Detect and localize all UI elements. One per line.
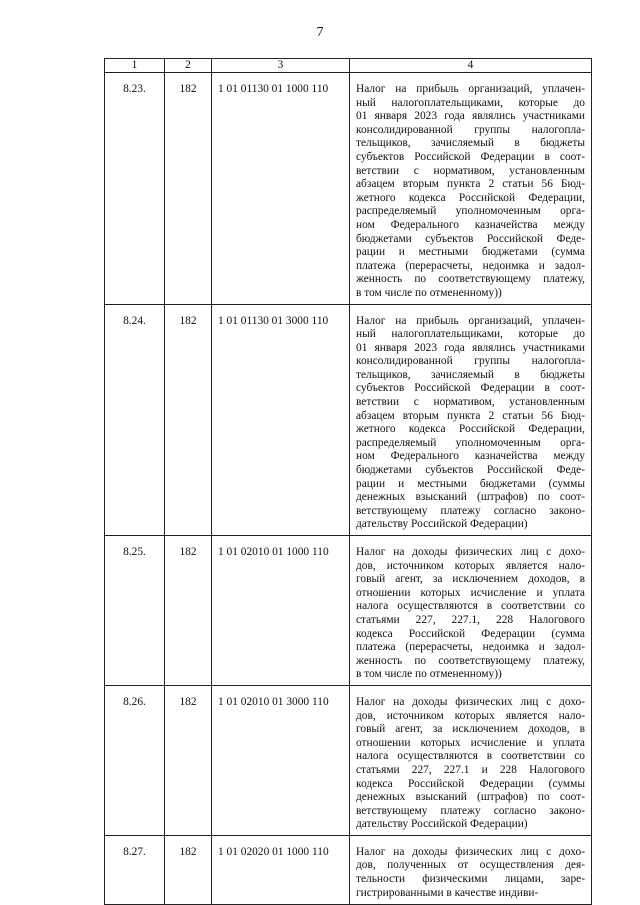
budget-classification-code: 1 01 02010 01 3000 110 [218,695,329,708]
income-description [350,536,591,685]
income-description [350,686,591,835]
description-line: субъектов Российской Федерации в соот- [356,382,585,395]
description-line: дательству Российской Федерации) [356,818,528,831]
description-line: тельщиков, зачисляемый в бюджеты [356,368,585,381]
description-line: ный налогоплательщиками, которые до [356,328,585,341]
description-line: отношении которых исчисление и уплата [356,736,585,749]
budget-classification-code: 1 01 01130 01 1000 110 [218,83,329,95]
table-header-row [105,59,592,73]
description-line: жетного кодекса Российской Федерации, [356,191,585,204]
row-number: 8.25. [123,546,146,558]
row-number: 8.23. [123,83,146,95]
description-line: 01 января 2023 года являлись участниками [356,110,585,123]
admin-code: 182 [179,845,197,858]
description-line: ном Федерального казначейства между [356,218,585,231]
description-line: говый агент, за исключением доходов, в [356,573,585,586]
description-line: дов, источником которых является нало- [356,709,585,722]
description-line: ветствии с нормативом, установленным [356,164,585,177]
description-line: Налог на доходы физических лиц с дохо- [356,695,585,708]
budget-classification-code: 1 01 01130 01 3000 110 [218,314,329,327]
description-line: рации и местными бюджетами (сумма [356,246,585,259]
admin-code: 182 [179,546,197,558]
description-line: 01 января 2023 года являлись участниками [356,341,585,354]
description-line: распределяемый уполномоченным орга- [356,205,585,218]
column-header-1: 1 [105,59,165,73]
description-line: в том числе по отмененному)) [356,668,502,681]
description-line: рации и местными бюджетами (суммы [356,477,585,490]
description-line: статьями 227, 227.1 и 228 Налогового [356,763,585,776]
description-line: Налог на прибыль организаций, уплачен- [356,314,585,327]
description-line: говый агент, за исключением доходов, в [356,723,585,736]
description-line: ветствии с нормативом, установленным [356,396,585,409]
description-line: платежа (перерасчеты, недоимка и задол- [356,259,585,272]
description-line: тельности физическими лицами, заре- [356,873,585,886]
income-description [350,836,591,903]
description-line: ветствующему платежу согласно законо- [356,504,585,517]
column-header-3: 3 [212,59,350,73]
table-row [105,304,592,536]
description-line: денежных взысканий (штрафов) по соот- [356,791,585,804]
row-number: 8.27. [123,845,146,858]
description-line: ном Федерального казначейства между [356,450,585,463]
description-line: в том числе по отмененному)) [356,286,502,299]
description-line: налога осуществляются в соответствии со [356,600,585,613]
description-line: налога осуществляются в соответствии со [356,750,585,763]
description-line: жетного кодекса Российской Федерации, [356,423,585,436]
description-line: платежа (перерасчеты, недоимка и задол- [356,641,585,654]
description-line: Налог на прибыль организаций, уплачен- [356,83,585,95]
table-row [105,73,592,305]
description-line: субъектов Российской Федерации в соот- [356,150,585,163]
description-line: тельщиков, зачисляемый в бюджеты [356,137,585,150]
table-row [105,685,592,835]
description-line: женность по соответствующему платежу, [356,273,585,286]
admin-code: 182 [179,83,197,95]
description-line: дов, полученных от осуществления дея- [356,859,585,872]
description-line: дательству Российской Федерации) [356,518,528,531]
description-line: консолидированной группы налогопла- [356,355,585,368]
budget-classification-code: 1 01 02020 01 1000 110 [218,845,329,858]
row-number: 8.26. [123,695,146,708]
admin-code: 182 [179,314,197,327]
budget-classification-code: 1 01 02010 01 1000 110 [218,546,329,558]
income-description [350,305,591,536]
row-number: 8.24. [123,314,146,327]
description-line: абзацем вторым пункта 2 статьи 56 Бюд- [356,178,585,191]
description-line: ный налогоплательщиками, которые до [356,96,585,109]
description-line: гистрированными в качестве индиви- [356,886,539,899]
description-line: распределяемый уполномоченным орга- [356,436,585,449]
description-line: Налог на доходы физических лиц с дохо- [356,546,585,558]
description-line: денежных взысканий (штрафов) по соот- [356,491,585,504]
description-line: женность по соответствующему платежу, [356,654,585,667]
description-line: абзацем вторым пункта 2 статьи 56 Бюд- [356,409,585,422]
description-line: кодекса Российской Федерации (сумма [356,627,585,640]
column-header-2: 2 [165,59,212,73]
description-line: бюджетами субъектов Российской Феде- [356,232,585,245]
description-line: дов, источником которых является нало- [356,559,585,572]
description-line: статьями 227, 227.1, 228 Налогового [356,613,585,626]
admin-code: 182 [179,695,197,708]
income-description [350,73,591,304]
page-number: 7 [316,25,324,40]
budget-codes-table [104,58,592,905]
description-line: кодекса Российской Федерации (суммы [356,777,585,790]
table-row [105,536,592,686]
description-line: отношении которых исчисление и уплата [356,586,585,599]
description-line: Налог на доходы физических лиц с дохо- [356,845,585,858]
description-line: бюджетами субъектов Российской Феде- [356,464,585,477]
table-row [105,835,592,904]
column-header-4: 4 [350,59,592,73]
description-line: ветствующему платежу согласно законо- [356,804,585,817]
description-line: консолидированной группы налогопла- [356,123,585,136]
